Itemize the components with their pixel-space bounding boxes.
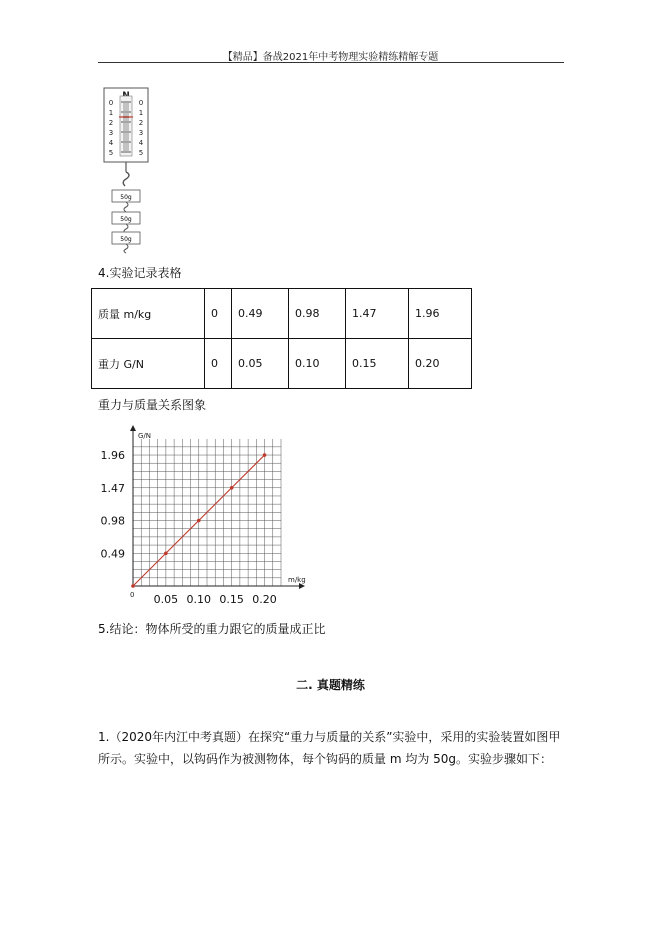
header-rule xyxy=(98,62,564,63)
gravity-mass-graph xyxy=(100,424,308,610)
record-table xyxy=(91,288,472,389)
scale-label-right: 2 xyxy=(138,119,144,127)
x-axis-label: m/kg xyxy=(288,576,306,584)
x-tick-label: 0.15 xyxy=(219,593,244,606)
weight-3 xyxy=(112,232,140,244)
scale-label-right: 5 xyxy=(138,149,144,157)
x-tick-labels xyxy=(154,593,277,606)
scale-label-right: 3 xyxy=(138,129,144,137)
question1-line2: 所示。实验中，以钩码作为被测物体，每个钩码的质量 m 均为 50g。实验步骤如下： xyxy=(98,752,553,766)
table-cell: 0 xyxy=(205,339,232,389)
weight-3-label: 50g xyxy=(120,236,132,243)
page-header: 【精品】备战2021年中考物理实验精练精解专题 xyxy=(222,52,439,63)
y-tick-label: 0.49 xyxy=(100,547,125,561)
data-point xyxy=(131,584,135,588)
scale-label-left: 5 xyxy=(108,149,114,157)
data-point xyxy=(230,486,234,490)
origin-label: 0 xyxy=(130,591,135,599)
scale-hook xyxy=(123,172,129,186)
table-cell: 0.05 xyxy=(232,339,289,389)
data-point xyxy=(263,453,267,457)
scale-label-left: 2 xyxy=(108,119,114,127)
y-tick-label: 1.96 xyxy=(100,449,125,463)
table-row-weight xyxy=(92,339,472,389)
x-tick-label: 0.10 xyxy=(186,593,212,606)
table-cell: 1.96 xyxy=(409,289,472,339)
data-point xyxy=(164,551,168,555)
scale-label-right: 0 xyxy=(138,99,144,107)
y-axis-label: G/N xyxy=(138,432,152,440)
table-cell: 0.10 xyxy=(289,339,346,389)
weight-2-label: 50g xyxy=(120,216,132,223)
table-cell-label: 质量 m/kg xyxy=(92,289,205,339)
scale-label-right: 4 xyxy=(138,139,144,147)
table-cell: 0.98 xyxy=(289,289,346,339)
y-tick-label: 1.47 xyxy=(100,481,125,495)
step5-conclusion: 5.结论：物体所受的重力跟它的质量成正比 xyxy=(98,622,326,636)
x-tick-label: 0.20 xyxy=(252,593,277,606)
table-row-mass xyxy=(92,289,472,339)
graph-caption: 重力与质量关系图象 xyxy=(98,398,207,412)
y-tick-label: 0.98 xyxy=(100,514,125,528)
question1-line1: 1.（2020年内江中考真题）在探究“重力与质量的关系”实验中，采用的实验装置如图甲 xyxy=(98,730,561,744)
weight-2 xyxy=(112,212,140,224)
section-title: 二. 真题精练 xyxy=(296,678,365,692)
scale-label-left: 4 xyxy=(108,139,114,147)
data-point xyxy=(197,519,201,523)
table-cell: 0.49 xyxy=(232,289,289,339)
scale-label-right: 1 xyxy=(138,109,144,117)
scale-label-left: 3 xyxy=(108,129,114,137)
spring-scale-figure xyxy=(100,84,160,254)
weight-1-label: 50g xyxy=(120,194,132,201)
table-cell-label: 重力 G/N xyxy=(92,339,205,389)
table-cell: 0 xyxy=(205,289,232,339)
step4-label: 4.实验记录表格 xyxy=(98,266,182,280)
scale-label-left: 0 xyxy=(108,99,114,107)
table-cell: 0.20 xyxy=(409,339,472,389)
y-tick-labels xyxy=(101,449,126,560)
x-tick-label: 0.05 xyxy=(153,593,179,606)
table-cell: 1.47 xyxy=(346,289,409,339)
weight-1 xyxy=(112,190,140,202)
table-cell: 0.15 xyxy=(346,339,409,389)
scale-label-left: 1 xyxy=(108,109,114,117)
